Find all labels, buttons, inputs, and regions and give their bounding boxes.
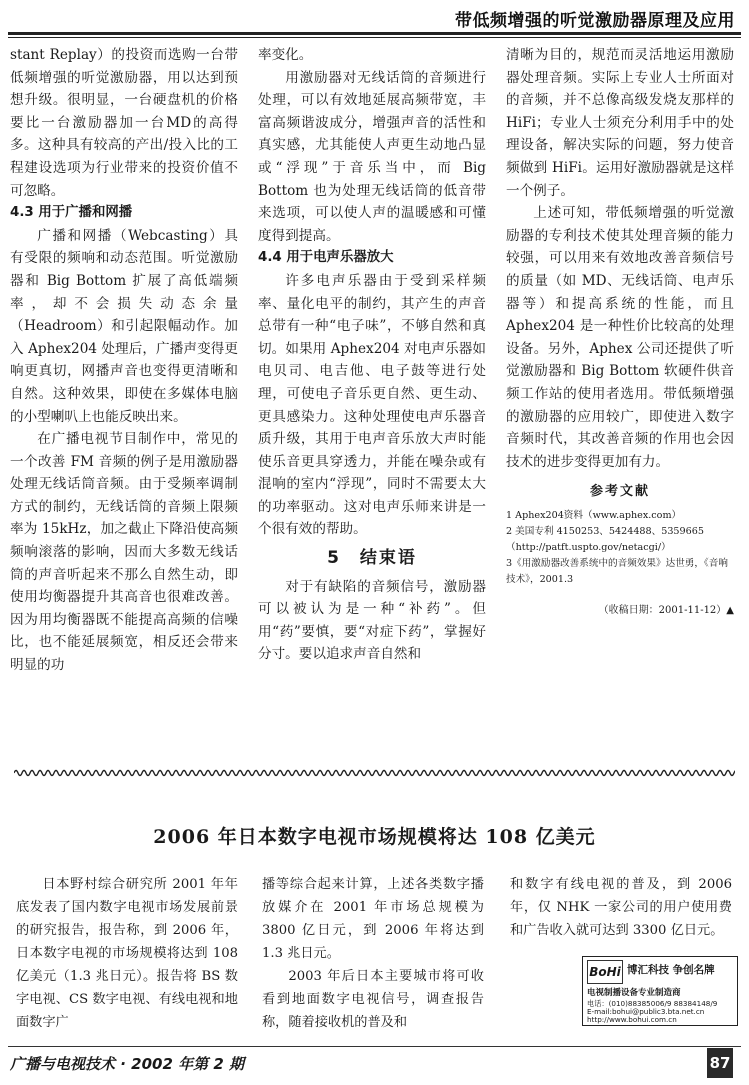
header-rule-thin (8, 37, 741, 38)
section-heading-4-3: 4.3 用于广播和网播 (10, 205, 133, 221)
paragraph: 和数字有线电视的普及，到 2006 年，仅 NHK 一家公司的用户使用费和广告收入就可达到 3300 亿日元。 (510, 877, 732, 938)
company-logo: BoHi (587, 960, 623, 984)
company-slogan: 电视制播设备专业制造商 (587, 988, 681, 998)
company-phone: 电话：(010)88385006/9 88384148/9 (587, 999, 718, 1008)
received-date: （收稿日期：2001-11-12）▲ (598, 604, 734, 616)
paragraph: 播等综合起来计算，上述各类数字播放媒介在 2001 年市场总规模为 3800 亿日元，到 2006 年将达到 1.3 兆日元。 (262, 877, 484, 961)
paragraph: 率变化。 (258, 47, 313, 63)
wavy-divider (14, 767, 735, 779)
advertisement-box (582, 956, 738, 1026)
section-heading-5: 5 结束语 (327, 548, 417, 569)
paragraph: 对于有缺陷的音频信号，激励器可以被认为是一种“补药”。但用“药”要慎，要“对症下药”，掌握好分寸。要以追求声音自然和 (258, 578, 486, 663)
paragraph: 清晰为目的，规范而灵活地运用激励器处理音频。实际上专业人士所面对的音频，并不总像高级发烧友那样的 HiFi；专业人士须充分利用手中的处理设备，解决实际的问题，努力使音频做到 HiFi。运用好激励器就是这样一个例子。 (506, 47, 734, 199)
company-name: 博汇科技 争创名牌 (627, 964, 715, 976)
paragraph: 用激励器对无线话筒的音频进行处理，可以有效地延展高频带宽，丰富高频谐波成分，增强声音的活性和真实感，尤其能使人声更生动地凸显或“浮现”于音乐当中，而 Big Bottom 也为处理无线话筒的低音带来选项，可以使人声的温暖感和可懂度得到提高。 (258, 69, 486, 244)
column-3 (506, 44, 734, 622)
reference-item: 3《用激励器改善系统中的音频效果》达世勇，《音响技术》，2001.3 (506, 557, 728, 585)
paragraph: 广播和网播（Webcasting）具有受限的频响和动态范围。听觉激励器和 Big Bottom 扩展了高低端频率，却不会损失动态余量（Headroom）和引起限幅动作。加入 Aphex204 处理后，广播声变得更响更真切，网播声音也变得更清晰和自然。这种效果，即使在多媒体电脑的小型喇叭上也能反映出来。 (10, 227, 238, 425)
paragraph: 上述可知，带低频增强的听觉激励器的专利技术使其处理音频的能力较强，可以用来有效地改善音频信号的质量（如 MD、无线话筒、电声乐器等）和提高系统的性能，而且 Aphex204 是一种性价比较高的处理设备。另外，Aphex 公司还提供了听觉激励器和 Big Bottom 软硬件供音频工作站的使用者选用。带低频增强的激励器的应用较广，即使进入数字音频时代，其改善音频的作用也会因技术的进步变得更加有力。 (506, 205, 734, 470)
company-website: http://www.bohui.com.cn (587, 1015, 677, 1024)
section-heading-4-4: 4.4 用于电声乐器放大 (258, 250, 394, 266)
news-column-2 (262, 873, 484, 1034)
references-title: 参考文献 (589, 484, 650, 500)
running-header: 带低频增强的听觉激励器原理及应用 (455, 11, 735, 31)
reference-item: 2 美国专利 4150253、5424488、5359665（http://patft.uspto.gov/netacgi/） (506, 525, 704, 553)
paragraph: 2003 年后日本主要城市将可收看到地面数字电视信号，调查报告称，随着接收机的普及和 (262, 969, 484, 1030)
journal-footer: 广播与电视技术 · 2002 年第 2 期 (10, 1055, 244, 1073)
paragraph: stant Replay）的投资而选购一台带低频增强的听觉激励器，用以达到预想升级。很明显，一台硬盘机的价格要比一台激励器加一台MD的高得多。这种具有较高的产出/投入比的工程建设选项为行业带来的投资价值不可忽略。 (10, 47, 238, 199)
column-1 (10, 44, 238, 677)
paragraph: 在广播电视节目制作中，常见的一个改善 FM 音频的例子是用激励器处理无线话筒音频。由于受频率调制方式的制约，无线话筒的音频上限频率为 15kHz，加之截止下降沿使高频频响滚落的影响，因而大多数无线话筒的声音听起来不那么自然生动，即使用均衡器提升其高音也很难改善。因为用均衡器既不能提高高频的信噪比，也不能延展频宽，相反还会带来明显的功 (10, 431, 238, 674)
company-email: E-mail:bohui@public3.bta.net.cn (587, 1007, 705, 1016)
reference-item: 1 Aphex204资料（www.aphex.com） (506, 509, 682, 521)
news-column-3 (510, 873, 732, 942)
paragraph: 日本野村综合研究所 2001 年年底发表了国内数字电视市场发展前景的研究报告，报告称，到 2006 年，日本数字电视的市场规模将达到 108 亿美元（1.3 兆日元）。报告将 BS 数字电视、CS 数字电视、有线电视和地面数字广 (16, 877, 238, 1030)
paragraph: 许多电声乐器由于受到采样频率、量化电平的制约，其产生的声音总带有一种“电子味”，不够自然和真切。如果用 Aphex204 对电声乐器如电贝司、电吉他、电子鼓等进行处理，可使电子音乐更自然、更生动、更具感染力。这种处理使电声乐器音质升级，其用于电声音乐放大声时能使乐音更具穿透力，并能在噪杂或有混响的室内“浮现”，同时不需要太大的功率驱动。这对电声乐师来讲是一个很有效的帮助。 (258, 272, 486, 538)
header-rule (8, 32, 741, 35)
column-2 (258, 44, 486, 666)
footer-rule (8, 1046, 741, 1047)
page-number: 87 (707, 1048, 733, 1078)
article-title: 2006 年日本数字电视市场规模将达 108 亿美元 (153, 826, 596, 848)
news-column-1 (16, 873, 238, 1034)
